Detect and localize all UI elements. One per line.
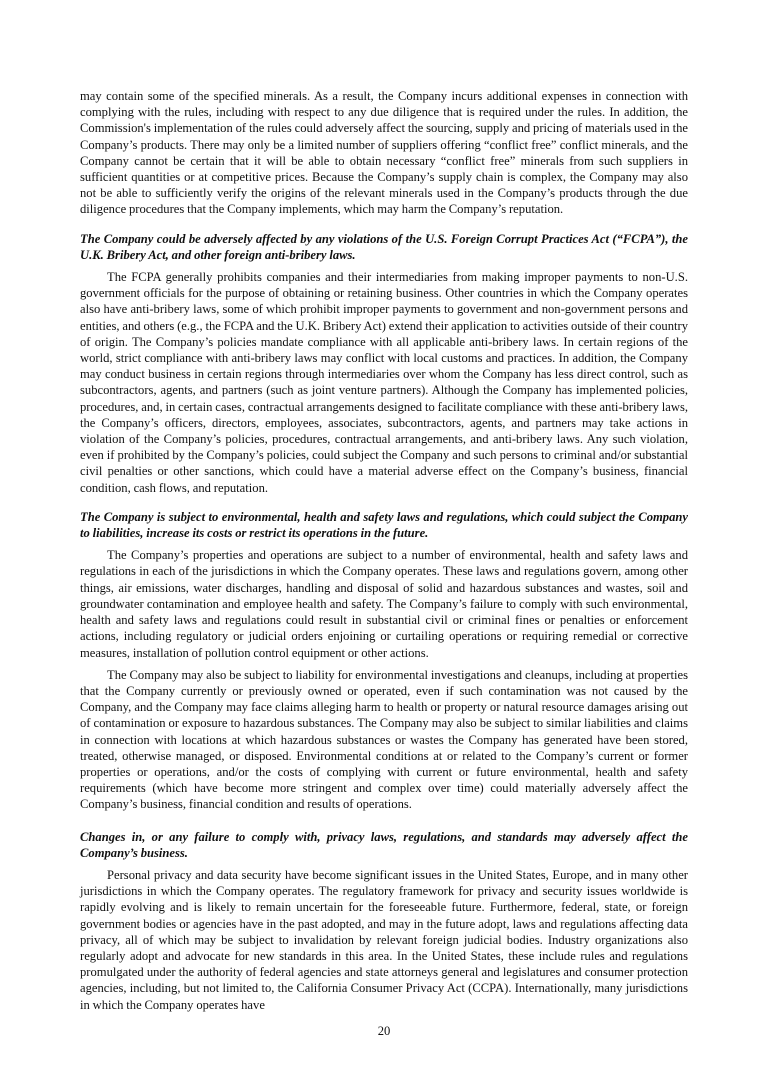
paragraph-privacy: Personal privacy and data security have become significant issues in the United States, Europe, and in many other jurisdictions in which the Company operates. The regulatory framework for privacy and security issues worldwide is rapidly evolving and is likely to remain uncertain for the foreseeable future. Furthermore, federal, state, or foreign government bodies or agencies have in the past adopted, and may in the future adopt, laws and regulations affecting data privacy, all of which may be subject to invalidation by relevant foreign judicial bodies. Industry organizations also regularly adopt and advocate for new standards in this area. In the United States, these include rules and regulations promulgated under the authority of federal agencies and state attorneys general and legislatures and consumer protection agencies, including, but not limited to, the California Consumer Privacy Act (CCPA). Internationally, many jurisdictions in which the Company operates have xyxy=(80,867,688,1012)
heading-privacy: Changes in, or any failure to comply with, privacy laws, regulations, and standards may adversely affect the Company’s business. xyxy=(80,829,688,860)
page-number: 20 xyxy=(377,1023,391,1038)
paragraph-conflict-minerals: may contain some of the specified minerals. As a result, the Company incurs additional expenses in connection with complying with the rules, including with respect to any due diligence that is required under the rules. In addition, the Commission's implementation of the rules could adversely affect the sourcing, supply and pricing of materials used in the Company’s products. There may only be a limited number of suppliers offering “conflict free” conflict minerals, and the Company cannot be certain that it will be able to obtain necessary “conflict free” minerals from such suppliers in sufficient quantities or at competitive prices. Because the Company’s supply chain is complex, the Company may also not be able to sufficiently verify the origins of the relevant minerals used in the Company’s products through the due diligence procedures that the Company implements, which may harm the Company’s reputation. xyxy=(80,89,688,217)
paragraph-environmental-liability: The Company may also be subject to liability for environmental investigations and cleanups, including at properties that the Company currently or previously owned or operated, even if such contamination was not caused by the Company, and the Company may face claims alleging harm to health or property or natural resource damages arising out of contamination or exposure to hazardous substances. The Company may also be subject to similar liabilities and claims in connection with locations at which hazardous substances or wastes the Company has generated have been stored, treated, otherwise managed, or disposed. Environmental conditions at or related to the Company’s current or former properties or operations, and/or the costs of complying with current or future environmental, health and safety requirements (which have become more stringent and complex over time) could materially adversely affect the Company’s business, financial condition and results of operations. xyxy=(80,667,688,812)
paragraph-fcpa: The FCPA generally prohibits companies and their intermediaries from making improper payments to non-U.S. government officials for the purpose of obtaining or retaining business. Other countries in which the Company operates also have anti-bribery laws, some of which prohibit improper payments to government and non-government persons and entities, and others (e.g., the FCPA and the U.K. Bribery Act) extend their application to activities outside of their country of origin. The Company’s policies mandate compliance with all applicable anti-bribery laws. In certain regions of the world, strict compliance with anti-bribery laws may conflict with local customs and practices. In addition, the Company may conduct business in certain regions through intermediaries over whom the Company has less direct control, such as subcontractors, agents, and partners (such as joint venture partners). Although the Company has implemented policies, procedures, and, in certain cases, contractual arrangements designed to facilitate compliance with these anti-bribery laws, the Company’s officers, directors, employees, associates, subcontractors, agents, and partners may take actions in violation of the Company’s policies, procedures, contractual arrangements, and anti-bribery laws. Any such violation, even if prohibited by the Company’s policies, could subject the Company and such persons to criminal and/or substantial civil penalties or other sanctions, which could have a material adverse effect on the Company’s business, financial condition, cash flows, and reputation. xyxy=(80,270,688,495)
document-page xyxy=(80,88,688,1013)
paragraph-environmental-laws: The Company’s properties and operations are subject to a number of environmental, health and safety laws and regulations in each of the jurisdictions in which the Company operates. These laws and regulations govern, among other things, air emissions, water discharges, handling and disposal of solid and hazardous substances and wastes, soil and groundwater contamination and employee health and safety. The Company’s failure to comply with such environmental, health and safety laws and regulations could result in substantial civil or criminal fines or penalties or enforcement actions, including regulatory or judicial orders enjoining or curtailing operations or requiring remedial or corrective measures, installation of pollution control equipment or other actions. xyxy=(80,548,688,660)
heading-environmental: The Company is subject to environmental, health and safety laws and regulations, which could subject the Company to liabilities, increase its costs or restrict its operations in the future. xyxy=(80,509,688,541)
heading-fcpa: The Company could be adversely affected by any violations of the U.S. Foreign Corrupt Practices Act (“FCPA”), the U.K. Bribery Act, and other foreign anti-bribery laws. xyxy=(80,231,688,262)
